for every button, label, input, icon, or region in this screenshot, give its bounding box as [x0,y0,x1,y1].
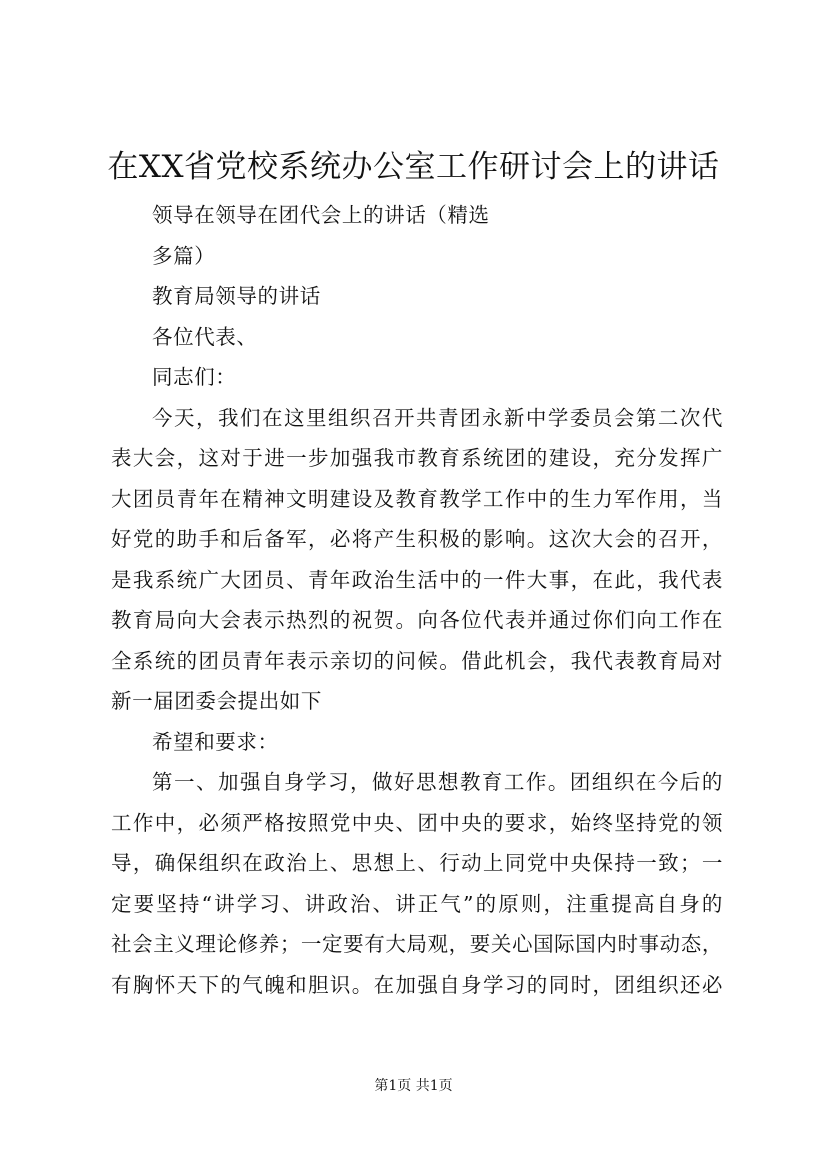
body-line: 工作中，必须严格按照党中央、团中央的要求，始终坚持党的领 [111,810,723,835]
body-line: 全系统的团员青年表示亲切的问候。借此机会，我代表教育局对 [111,648,723,673]
document-title: 在XX省党校系统办公室工作研讨会上的讲话 [107,149,720,185]
body-line: 希望和要求： [152,729,279,754]
body-line: 多篇） [152,243,216,268]
body-line: 教育局领导的讲话 [152,284,321,308]
body-line: 定要坚持“讲学习、讲政治、讲正气”的原则，注重提高自身的 [111,891,723,916]
document-body [111,195,723,1005]
body-line: 大团员青年在精神文明建设及教育教学工作中的生力军作用，当 [111,486,723,511]
body-line: 有胸怀天下的气魄和胆识。在加强自身学习的同时，团组织还必 [111,972,723,997]
body-line: 教育局向大会表示热烈的祝贺。向各位代表并通过你们向工作在 [111,608,723,632]
body-line: 今天，我们在这里组织召开共青团永新中学委员会第二次代 [152,405,723,430]
body-line: 第一、加强自身学习，做好思想教育工作。团组织在今后的 [152,770,723,794]
page-footer: 第1页 共1页 [374,1078,453,1094]
body-line: 领导在领导在团代会上的讲话（精选 [152,203,490,227]
body-line: 好党的助手和后备军，必将产生积极的影响。这次大会的召开， [111,527,723,551]
body-line: 新一届团委会提出如下 [111,689,322,713]
body-line: 是我系统广大团员、青年政治生活中的一件大事，在此，我代表 [111,567,723,592]
body-line: 导，确保组织在政治上、思想上、行动上同党中央保持一致；一 [111,851,723,875]
body-line: 同志们： [152,365,237,389]
body-line: 社会主义理论修养；一定要有大局观，要关心国际国内时事动态， [111,932,723,956]
body-line: 各位代表、 [152,324,258,349]
body-line: 表大会，这对于进一步加强我市教育系统团的建设，充分发挥广 [111,446,723,470]
